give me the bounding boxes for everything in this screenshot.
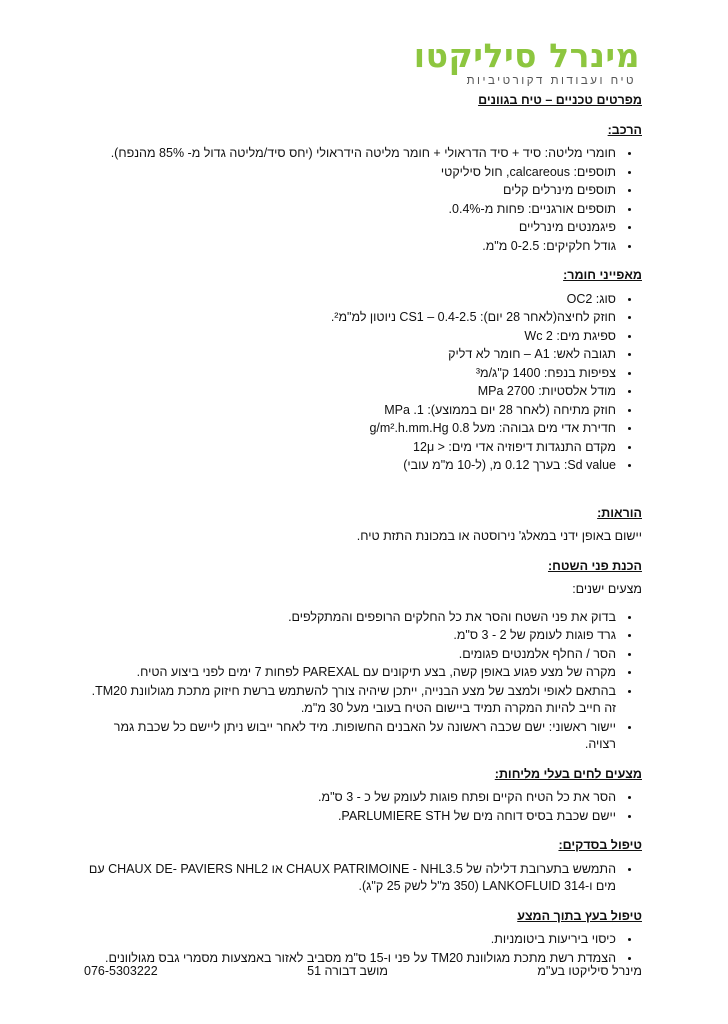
list-item: • צפיפות בנפח: 1400 ק"ג/מ³	[80, 365, 618, 383]
surface-prep-list	[80, 609, 642, 754]
company-logo	[414, 38, 640, 87]
list-item: • יישור ראשוני: ישם שכבה ראשונה על האבנים החשופות. מיד לאחר ייבוש ניתן ליישם כל שכבת גמר רצויה.	[80, 719, 618, 754]
footer-phone: 076-5303222	[84, 964, 158, 978]
list-item: • סוג: OC2	[80, 291, 618, 309]
list-item: • יישם שכבת בסיס דוחה מים של PARLUMIERE STH.	[80, 808, 618, 826]
logo-tagline: טיח ועבודות דקורטיביות	[466, 75, 636, 87]
list-item: • הסר / החלף אלמנטים פגומים.	[80, 646, 618, 664]
list-item: • גודל חלקיקים: 0-2.5 מ"מ.	[80, 238, 618, 256]
damp-substrates-heading: מצעים לחים בעלי מליחות:	[494, 766, 642, 781]
list-item: • הסר את כל הטיח הקיים ופתח פוגות לעומק של כ - 3 ס"מ.	[80, 789, 618, 807]
list-item: • חומרי מליטה: סיד + סיד הדראולי + חומר מליטה הידראולי (יחס סיד/מליטה גדול מ- 85% מהנפח).	[80, 145, 618, 163]
composition-list	[80, 145, 642, 255]
list-item: • כיסוי ביריעות ביטומניות.	[80, 931, 618, 949]
list-item: • חוזק מתיחה (לאחר 28 יום בממוצע): 1. MPa	[80, 402, 618, 420]
list-item: • פיגמנטים מינרליים	[80, 219, 618, 237]
list-item: • תוספים: calcareous, חול סיליקטי	[80, 164, 618, 182]
cracks-heading: טיפול בסדקים:	[558, 838, 642, 852]
instructions-text: יישום באופן ידני במאלג' נירוסטה או במכונת התזת טיח.	[356, 529, 642, 543]
list-item: • Sd value: בערך 0.12 מ, (ל-10 מ"מ עובי)	[80, 457, 618, 475]
list-item: • גרד פוגות לעומק של 2 - 3 ס"מ.	[80, 627, 618, 645]
page-footer	[84, 964, 642, 978]
list-item: • מקרה של מצע פגוע באופן קשה, בצע תיקונים עם PAREXAL לפחות 7 ימים לפני ביצוע הטיח.	[80, 664, 618, 682]
list-item: • מקדם התנגדות דיפוזיה אדי מים: < 12μ	[80, 439, 618, 457]
list-item: • חדירת אדי מים גבוהה: מעל 0.8 g/m².h.mm.Hg	[80, 420, 618, 438]
wood-list	[80, 931, 642, 967]
list-item: • תגובה לאש: A1 – חומר לא דליק	[80, 346, 618, 364]
footer-company: מינרל סיליקטו בע"מ	[537, 964, 642, 978]
instructions-heading: הוראות:	[597, 505, 642, 520]
list-item: • חוזק לחיצה(לאחר 28 יום): CS1 – 0.4-2.5 ניוטון למ"מ².	[80, 309, 618, 327]
list-item: • תוספים אורגניים: פחות מ-0.4%.	[80, 201, 618, 219]
list-item: • הצמדת רשת מתכת מגולוונת TM20 על פני ו-15 ס"מ מסביב לאזור באמצעות מסמרי גבס מגולוונים.	[80, 950, 618, 968]
damp-substrates-list	[80, 789, 642, 825]
logo-name: מינרל סיליקטו	[413, 36, 640, 75]
list-item: • מודל אלסטיות: 2700 MPa	[80, 383, 618, 401]
old-substrates-label: מצעים ישנים:	[572, 582, 642, 596]
properties-list	[80, 291, 642, 475]
wood-heading: טיפול בעץ בתוך המצע	[517, 908, 642, 923]
list-item: • בדוק את פני השטח והסר את כל החלקים הרופפים והמתקלפים.	[80, 609, 618, 627]
document-body	[80, 92, 642, 968]
cracks-list	[80, 861, 642, 896]
list-item: • בהתאם לאופי ולמצב של מצע הבנייה, ייתכן שיהיה צורך להשתמש ברשת חיזוק מתכת מגולוונת TM20. זה חייב להיות המקרה תמיד ביישום הטיח בעובי מעל 30 מ"מ.	[80, 683, 618, 718]
composition-heading: הרכב:	[607, 122, 642, 137]
surface-prep-heading: הכנת פני השטח:	[547, 558, 642, 573]
properties-heading: מאפייני חומר:	[563, 268, 642, 282]
footer-address: מושב דבורה 51	[307, 964, 388, 978]
list-item: • תוספים מינרלים קלים	[80, 182, 618, 200]
list-item: • התמשש בתערובת דלילה של CHAUX PATRIMOINE - NHL3.5 או CHAUX DE- PAVIERS NHL2 עם מים ו-LANKOFLUID 314 (350 מ"ל לשק 25 ק"ג).	[80, 861, 618, 896]
list-item: • ספיגת מים: Wc 2	[80, 328, 618, 346]
document-title: מפרטים טכניים – טיח בגוונים	[478, 93, 642, 107]
